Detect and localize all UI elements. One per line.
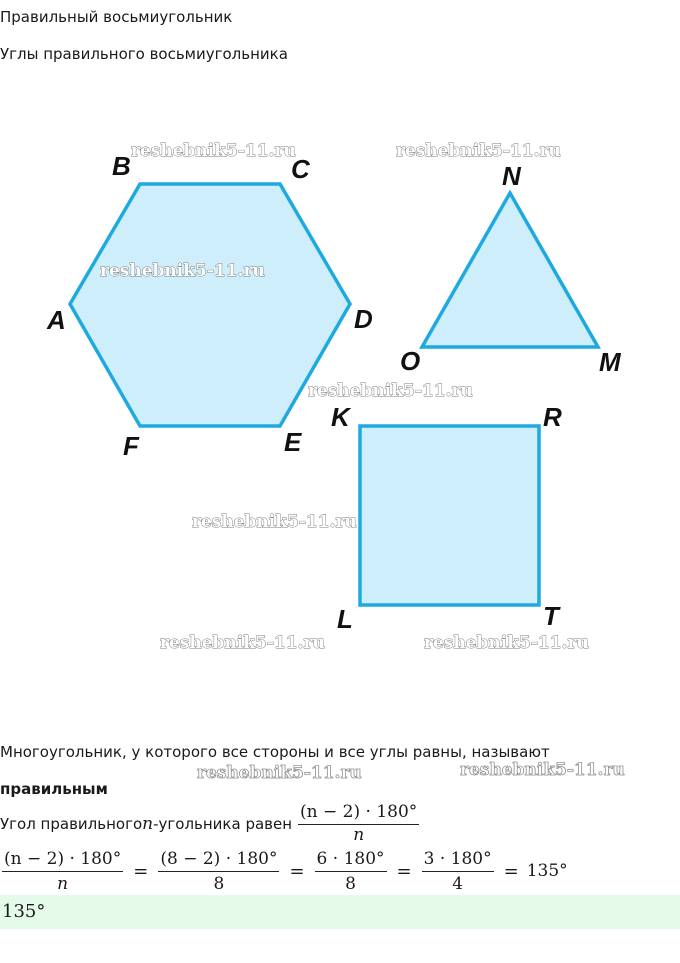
vertex-label-o: O [400,346,421,376]
fraction-numerator: (n − 2) · 180° [298,802,419,825]
square-shape [360,426,539,605]
fraction-numerator: (n − 2) · 180° [2,849,123,872]
definition-term: правильным [0,780,108,798]
polygons-figure [0,120,680,660]
answer-box [0,895,680,929]
vertex-label-l: L [337,604,353,634]
angle-variable: n [142,814,154,834]
vertex-label-t: T [543,601,559,631]
vertex-label-n: N [502,161,521,191]
definition-text: Многоугольник, у которого все стороны и все углы равны, называют [0,743,550,761]
calculation-line [0,848,568,894]
angle-suffix: -угольника равен [153,815,293,833]
vertex-label-c: C [291,154,310,184]
angle-prefix: Угол правильного [0,815,143,833]
fraction-denominator: n [353,824,365,845]
fraction-denominator: 4 [452,873,464,894]
vertex-label-d: D [354,304,373,334]
vertex-label-a: A [47,305,66,335]
calc-fraction-2 [158,849,279,894]
fraction-denominator: 8 [213,873,225,894]
watermark: reshebnik5-11.ru [131,141,296,161]
answer-value: 135° [2,901,46,922]
page-title: Правильный восьмиугольник [0,8,233,26]
triangle-shape [422,193,598,347]
vertex-label-r: R [543,402,562,432]
fraction-numerator: 3 · 180° [422,849,494,872]
watermark: reshebnik5-11.ru [396,141,561,161]
fraction-numerator: (8 − 2) · 180° [158,849,279,872]
vertex-label-b: B [112,151,131,181]
angle-formula-line [0,802,421,846]
watermark: reshebnik5-11.ru [100,261,265,281]
vertex-label-e: E [284,427,302,457]
calc-fraction-1 [2,849,123,894]
fraction-denominator: 8 [345,873,356,894]
equals-sign: = [396,860,412,882]
watermark: reshebnik5-11.ru [308,381,473,401]
calculation-result: 135° [526,861,568,881]
watermark: reshebnik5-11.ru [192,512,357,532]
calc-fraction-3 [315,849,387,894]
vertex-label-m: M [599,347,621,377]
vertex-label-f: F [123,431,139,461]
angle-formula-fraction [298,802,419,847]
calc-fraction-4 [422,849,494,894]
fraction-numerator: 6 · 180° [315,849,387,872]
watermark: reshebnik5-11.ru [424,633,589,653]
watermark: reshebnik5-11.ru [460,760,625,780]
equals-sign: = [503,860,519,882]
equals-sign: = [289,860,305,882]
fraction-denominator: n [57,873,69,894]
section-subtitle: Углы правильного восьмиугольника [0,45,288,63]
equals-sign: = [133,860,149,882]
watermark: reshebnik5-11.ru [197,763,362,783]
vertex-label-k: K [331,402,350,432]
watermark: reshebnik5-11.ru [160,633,325,653]
